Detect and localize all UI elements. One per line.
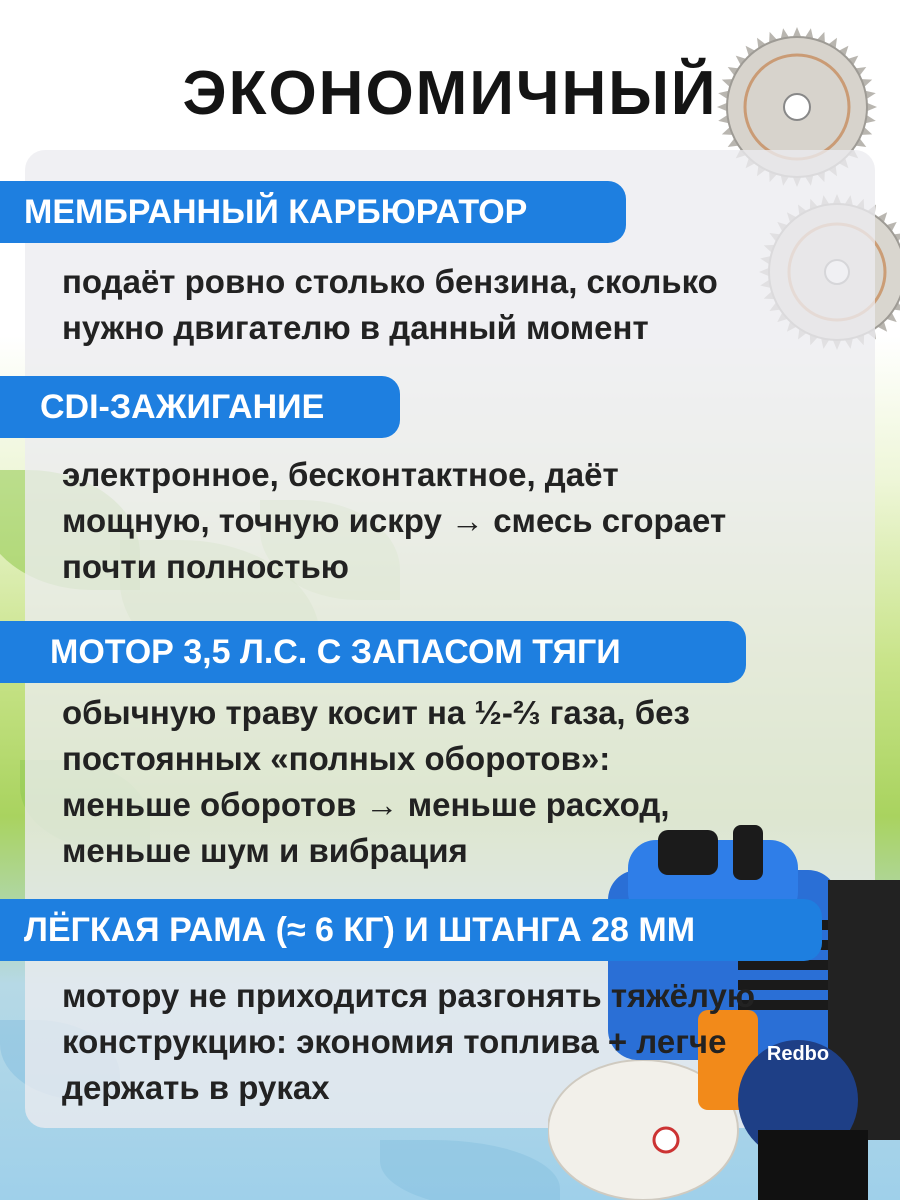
section-heading-frame [0,899,822,961]
description-line: нужно двигателю в данный момент [62,309,649,346]
section-heading-cdi [0,376,400,438]
section-heading-label: МОТОР 3,5 Л.С. С ЗАПАСОМ ТЯГИ [50,632,621,671]
description-line: держать в руках [62,1069,330,1106]
description-line: подаёт ровно столько бензина, сколько [62,263,718,300]
section-description-motor [62,690,862,874]
description-line: мощную, точную искру → смесь сгорает [62,502,727,539]
section-description-carburetor [62,259,862,351]
description-line: электронное, бесконтактное, даёт [62,456,619,493]
description-line: обычную траву косит на ½-⅔ газа, без [62,694,690,731]
description-line: мотору не приходится разгонять тяжёлую [62,977,756,1014]
section-heading-motor [0,621,746,683]
section-heading-label: МЕМБРАННЫЙ КАРБЮРАТОР [24,192,528,231]
description-line: меньше шум и вибрация [62,832,468,869]
section-heading-label: CDI-ЗАЖИГАНИЕ [40,387,325,426]
description-line: меньше оборотов → меньше расход, [62,786,670,823]
page-title: ЭКОНОМИЧНЫЙ [182,59,718,128]
section-heading-label: ЛЁГКАЯ РАМА (≈ 6 КГ) И ШТАНГА 28 ММ [24,910,696,949]
section-description-frame [62,973,862,1111]
description-line: почти полностью [62,548,349,585]
section-heading-carburetor [0,181,626,243]
section-description-cdi [62,452,862,590]
brand-label: Redbo [766,1043,830,1065]
description-line: постоянных «полных оборотов»: [62,740,611,777]
description-line: конструкцию: экономия топлива + легче [62,1023,727,1060]
